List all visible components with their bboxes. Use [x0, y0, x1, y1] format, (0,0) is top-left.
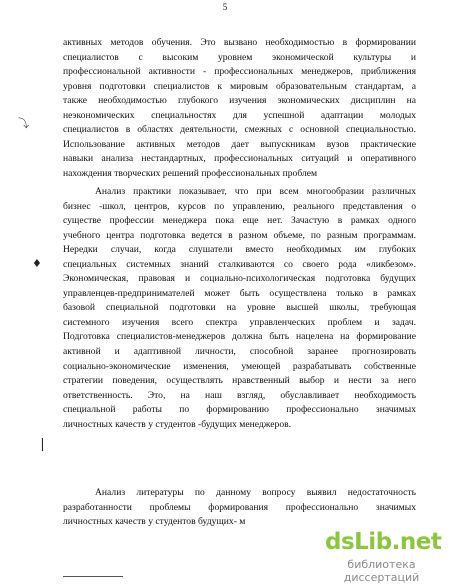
text-line: активных методов обучения. Это вызвано необходимостью в формировании: [63, 37, 416, 48]
watermark-badge: [319, 527, 444, 584]
text-line: существе профессии менеджера пока еще нет. Зачастую в рамках одного: [63, 215, 416, 227]
text-line: системного изучения всего спектра управленческих проблем и задач.: [63, 316, 416, 328]
text-line: личностных качеств у студентов -будущих менеджеров.: [63, 418, 292, 430]
text-line: ответственность. Это, на наш взгляд, обуславливает необходимость: [63, 389, 416, 401]
text-line: Анализ литературы по данному вопросу выявил недостаточность: [95, 487, 416, 498]
text-line: разработанности проблемы формирования профессионально значимых: [63, 501, 416, 513]
text-line: нахождения творческих решений профессиональных проблем: [63, 167, 318, 179]
margin-arrow-icon: ⤵: [18, 117, 29, 130]
text-line: уровня подготовки специалистов к мировым образовательным стандартам, а: [63, 80, 416, 92]
footer-rule: [63, 576, 123, 577]
text-line: активной и адаптивной личности, способной заранее прогнозировать: [63, 346, 416, 358]
watermark-subtitle: библиотека диссертаций: [343, 558, 420, 584]
text-line: социально-экономические изменения, умеющей разрабатывать собственные: [63, 360, 416, 372]
text-line: Использование активных методов дает выпускникам вузов практические: [63, 138, 416, 150]
paragraph-3: [63, 486, 416, 530]
text-line: также необходимостью глубокого изучения экономических дисциплин на: [63, 95, 416, 107]
page-number: 5: [222, 2, 228, 12]
text-line: специалистов в областях деятельности, смежных с основной специальностью.: [63, 124, 416, 136]
margin-mark-icon: ♦: [32, 257, 42, 270]
paragraph-1: [63, 36, 416, 181]
text-line: бизнес -школ, центров, курсов по управлению, реального представления о: [63, 200, 416, 212]
text-line: неэкономических специальностях для успешной адаптации молодых: [63, 109, 416, 121]
text-line: Экономическая, правовая и социально-психологическая подготовка будущих: [63, 273, 416, 285]
text-line: базовой специальной подготовки на уровне высшей школы, требующая: [63, 302, 416, 314]
text-line: профессиональной активности - профессиональных менеджеров, приближения: [63, 66, 416, 78]
text-line: специальных системных знаний сталкиваются со своего рода «ликбезом».: [63, 258, 416, 270]
text-line: Анализ практики показывает, что при всем многообразии различных: [95, 186, 416, 197]
text-line: Нередки случаи, когда слушатели вместо необходимых им глубоких: [63, 244, 416, 256]
text-line: навыки анализа нестандартных, профессиональных ситуаций и оперативного: [63, 153, 416, 165]
text-line: стратегии поведения, осуществлять нравственный выбор и нести за него: [63, 375, 416, 387]
text-line: личностных качеств у студентов будущих- м: [63, 516, 246, 528]
text-line: специальной работы по формированию профессионально значимых: [63, 404, 416, 416]
margin-tick-icon: ❘: [37, 437, 48, 452]
text-line: Подготовка специалистов-менеджеров должна быть нацелена на формирование: [63, 331, 416, 343]
watermark-logo: dsLib.net: [325, 529, 442, 555]
text-line: управленцев-предпринимателей может быть осуществлена только в рамках: [63, 287, 416, 299]
text-line: учебного центра подготовка ведется в разном объеме, по разным программам.: [63, 229, 416, 241]
text-line: специалистов с высоким уровнем экономической культуры и: [63, 51, 416, 63]
paragraph-2: [63, 185, 416, 432]
